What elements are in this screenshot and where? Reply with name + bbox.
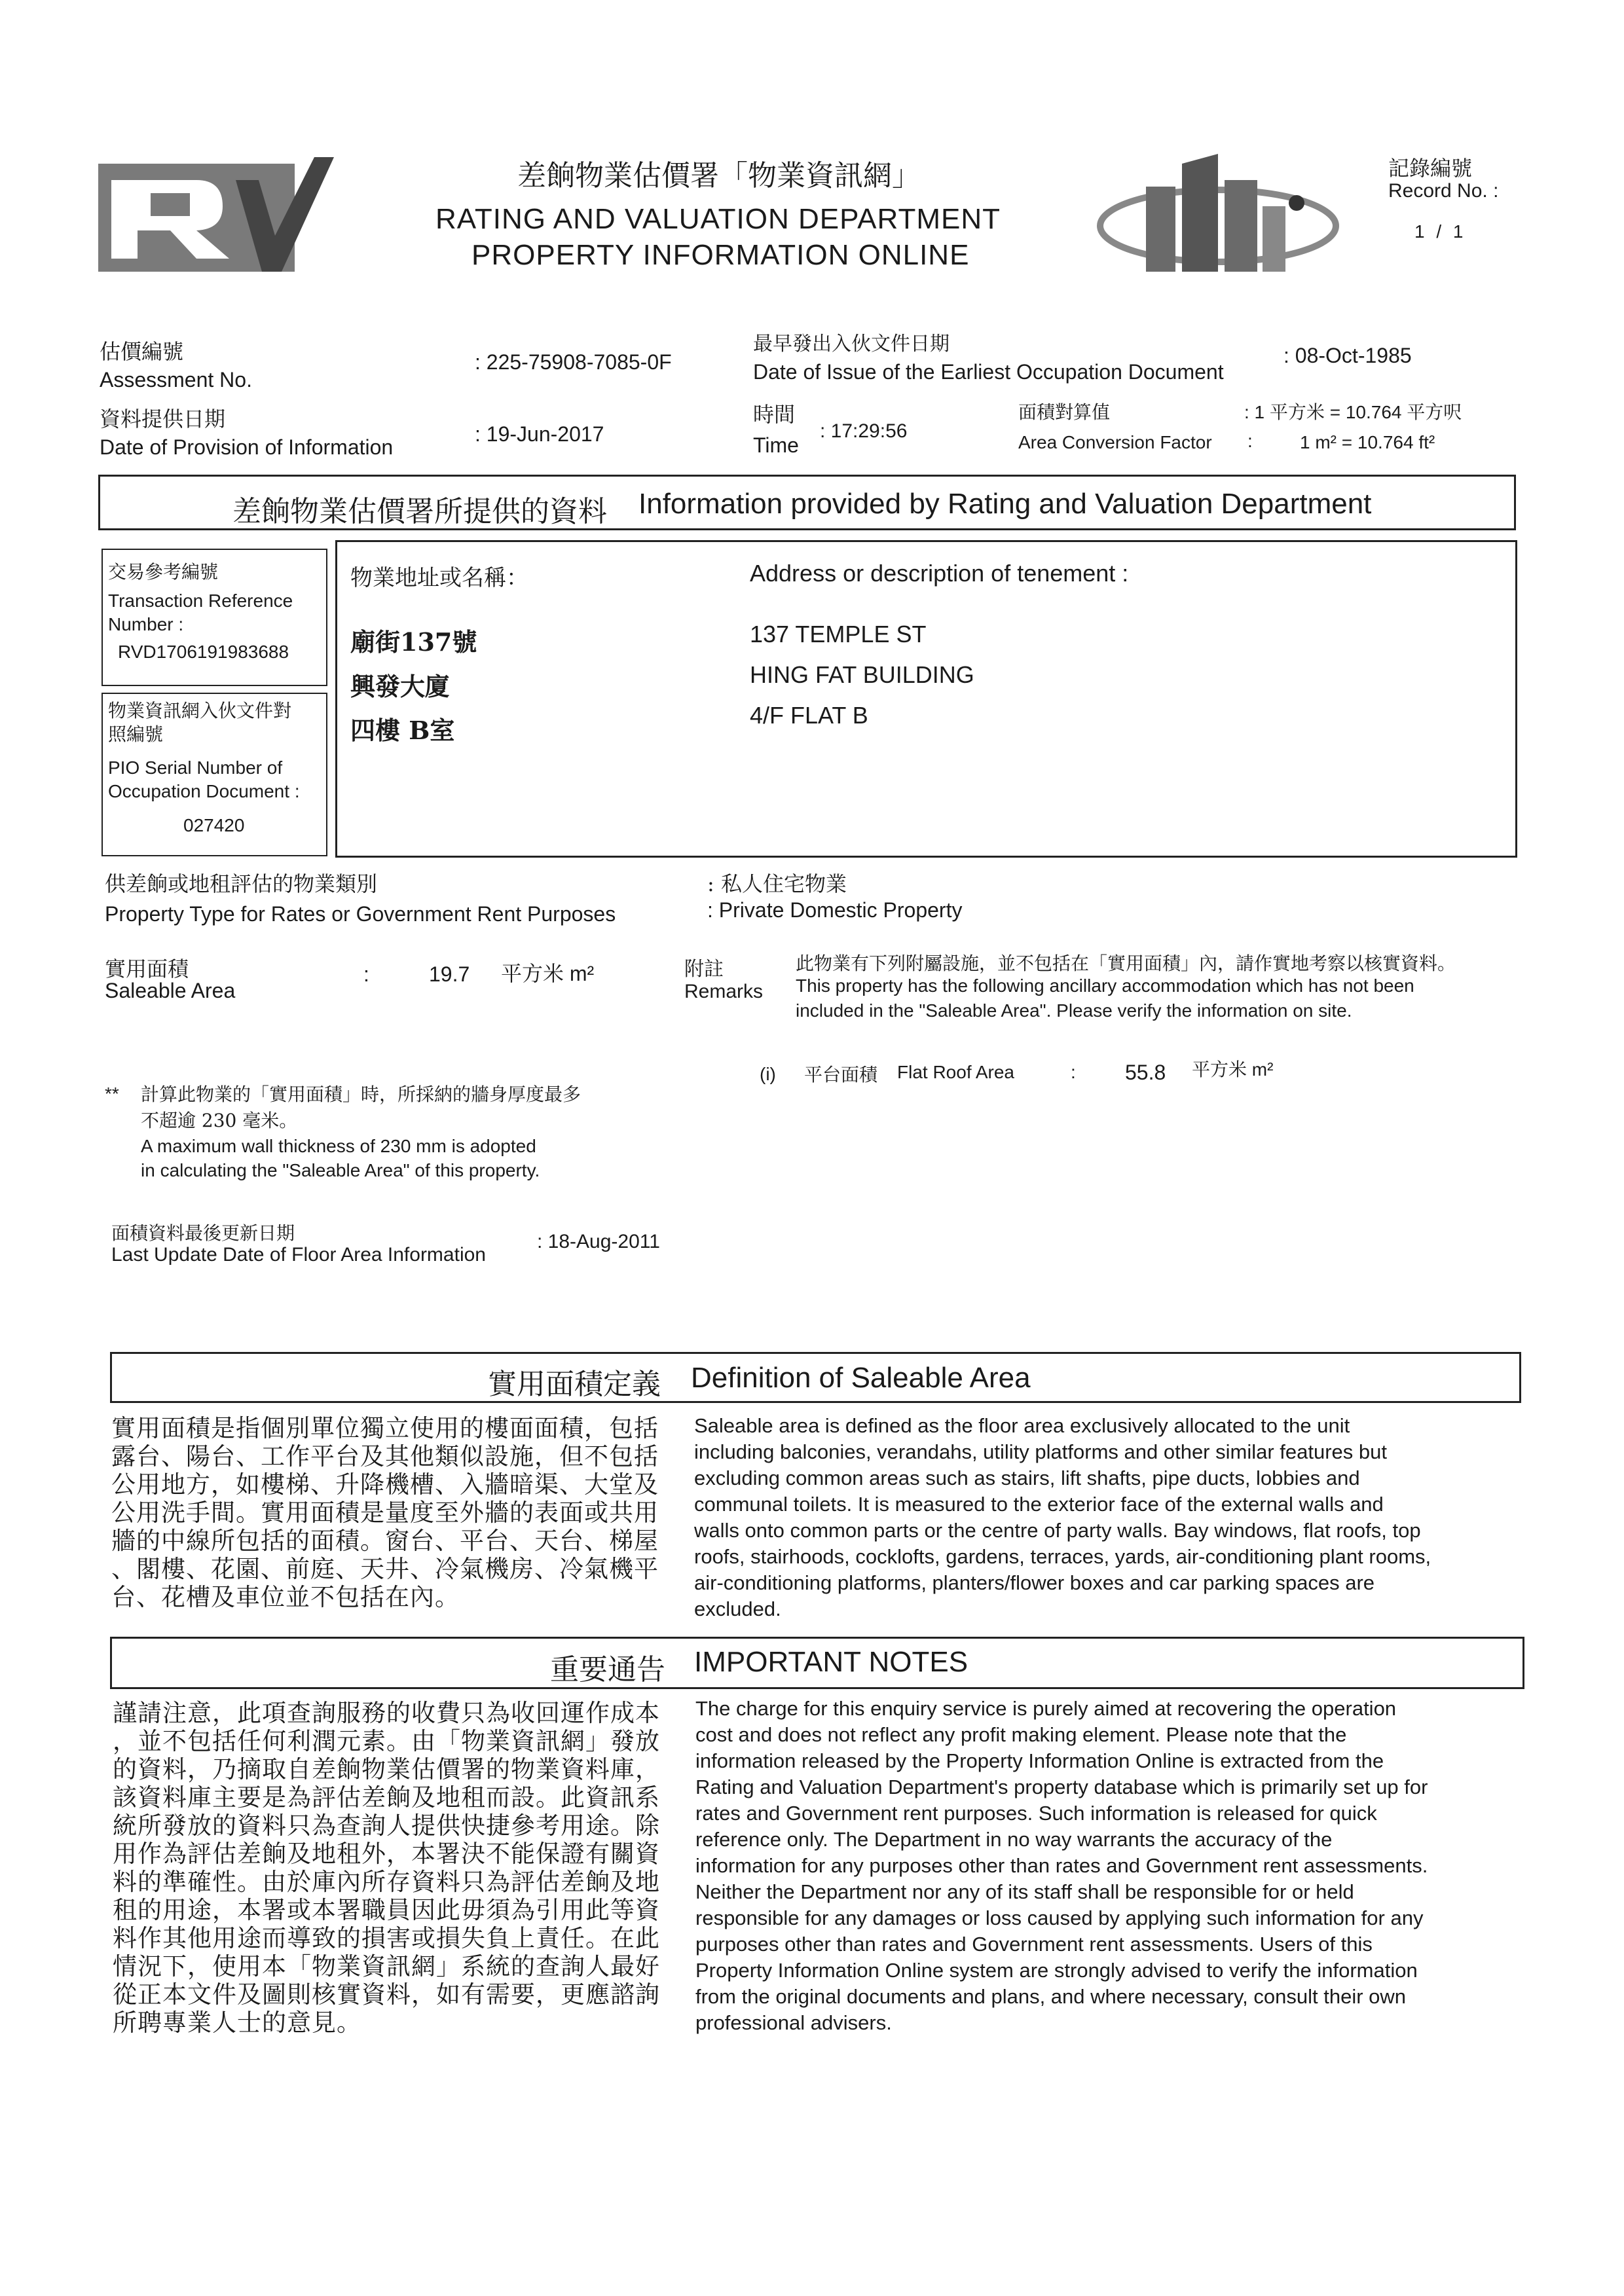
remarks-item-unit: 平方米 m² bbox=[1192, 1059, 1274, 1080]
notes-text-zh bbox=[113, 1699, 682, 2037]
notes-text-en bbox=[695, 1696, 1524, 2036]
address-en-line1: 137 TEMPLE ST bbox=[750, 621, 927, 647]
buildings-logo-icon bbox=[1094, 147, 1342, 278]
address-en-line2: HING FAT BUILDING bbox=[750, 661, 974, 688]
remarks-label-zh: 附註 bbox=[684, 958, 724, 981]
definition-en-line: communal toilets. It is measured to the exterior face of the external walls and bbox=[694, 1493, 1384, 1516]
remarks-text-en-2: included in the "Saleable Area". Please verify the information on site. bbox=[796, 1000, 1352, 1021]
occ-doc-label-zh: 最早發出入伙文件日期 bbox=[753, 333, 950, 355]
assessment-label-en: Assessment No. bbox=[100, 368, 252, 392]
saleable-label-zh: 實用面積 bbox=[105, 957, 189, 981]
notes-zh-line: 統所發放的資料只為查詢人提供快捷參考用途。除 bbox=[113, 1812, 660, 1840]
property-type-label-en: Property Type for Rates or Government Rent Purposes bbox=[105, 902, 616, 926]
definition-en-line: walls onto common parts or the centre of party walls. Bay windows, flat roofs, top bbox=[694, 1519, 1421, 1542]
notes-zh-line: ，並不包括任何利潤元素。由「物業資訊網」發放 bbox=[113, 1727, 660, 1755]
address-en-line3: 4/F FLAT B bbox=[750, 702, 868, 729]
pio-serial-label-en: PIO Serial Number of Occupation Document : bbox=[108, 757, 300, 801]
saleable-colon: : bbox=[363, 962, 369, 986]
dept-title-zh: 差餉物業估價署「物業資訊網」 bbox=[517, 159, 921, 192]
remarks-item-no: (i) bbox=[760, 1064, 776, 1084]
remarks-label-en: Remarks bbox=[684, 981, 764, 1002]
definition-zh-line: 、閣樓、花園、前庭、天井、冷氣機房、冷氣機平 bbox=[111, 1555, 659, 1583]
pio-serial-value: 027420 bbox=[183, 815, 245, 835]
notes-en-line: Neither the Department nor any of its staff shall be responsible for or held bbox=[695, 1880, 1354, 1903]
definition-en-line: Saleable area is defined as the floor area exclusively allocated to the unit bbox=[694, 1414, 1350, 1437]
notes-en-line: responsible for any damages or loss caused by applying such information for any bbox=[695, 1906, 1424, 1929]
notes-heading-zh: 重要通告 bbox=[550, 1653, 665, 1686]
wall-note-en-1: A maximum wall thickness of 230 mm is adopted bbox=[141, 1136, 536, 1156]
rv-logo-icon bbox=[98, 157, 334, 282]
provision-value: : 19-Jun-2017 bbox=[475, 422, 604, 446]
notes-en-line: information released by the Property Information Online is extracted from the bbox=[695, 1749, 1384, 1772]
address-label-en: Address or description of tenement : bbox=[750, 560, 1129, 587]
time-label-zh: 時間 bbox=[753, 402, 796, 427]
notes-en-line: professional advisers. bbox=[695, 2011, 892, 2034]
notes-en-line: rates and Government rent purposes. Such information is released for quick bbox=[695, 1802, 1377, 1825]
remarks-text-en-1: This property has the following ancillary accommodation which has not been bbox=[796, 975, 1414, 996]
notes-en-line: Property Information Online system are strongly advised to verify the information bbox=[695, 1959, 1418, 1982]
remarks-text-zh: 此物業有下列附屬設施，並不包括在「實用面積」內，請作實地考察以核實資料。 bbox=[796, 953, 1456, 974]
record-no-label-en: Record No. : bbox=[1388, 180, 1499, 202]
notes-en-line: purposes other than rates and Government rent assessments. Users of this bbox=[695, 1933, 1373, 1956]
saleable-value: 19.7 bbox=[429, 962, 470, 986]
occ-doc-value: : 08-Oct-1985 bbox=[1283, 344, 1412, 367]
definition-heading-zh: 實用面積定義 bbox=[488, 1368, 661, 1401]
definition-zh-line: 實用面積是指個別單位獨立使用的樓面面積，包括 bbox=[111, 1414, 659, 1442]
txn-ref-label-zh: 交易參考編號 bbox=[108, 561, 219, 583]
pio-serial-label-zh: 物業資訊網入伙文件對照編號 bbox=[108, 700, 292, 745]
txn-ref-value: RVD1706191983688 bbox=[118, 642, 289, 662]
notes-zh-line: 謹請注意，此項查詢服務的收費只為收回運作成本 bbox=[113, 1699, 660, 1727]
notes-en-line: reference only. The Department in no way warrants the accuracy of the bbox=[695, 1828, 1333, 1851]
buildings-logo bbox=[1094, 147, 1342, 278]
property-type-value-zh: : 私人住宅物業 bbox=[707, 871, 847, 896]
definition-en-line: excluded. bbox=[694, 1597, 781, 1620]
definition-zh-line: 公用地方，如樓梯、升降機槽、入牆暗渠、大堂及 bbox=[111, 1470, 659, 1499]
remarks-item-colon: : bbox=[1071, 1062, 1076, 1082]
definition-en-line: air-conditioning platforms, planters/flower boxes and car parking spaces are bbox=[694, 1571, 1375, 1594]
address-zh-line3: 四樓 B室 bbox=[350, 716, 455, 745]
assessment-label-zh: 估價編號 bbox=[100, 339, 184, 364]
property-type-label-zh: 供差餉或地租評估的物業類別 bbox=[105, 871, 378, 896]
time-label-en: Time bbox=[753, 433, 799, 457]
address-zh-line1: 廟街137號 bbox=[350, 627, 477, 657]
wall-note-zh-1: 計算此物業的「實用面積」時，所採納的牆身厚度最多 bbox=[141, 1084, 581, 1105]
conv-value-zh: : 1 平方米 = 10.764 平方呎 bbox=[1244, 402, 1462, 422]
provision-label-en: Date of Provision of Information bbox=[100, 435, 394, 459]
info-heading-en: Information provided by Rating and Valuation Department bbox=[638, 488, 1372, 520]
remarks-item-en: Flat Roof Area bbox=[897, 1062, 1014, 1082]
record-no-value: 1 / 1 bbox=[1414, 221, 1464, 242]
definition-zh-line: 牆的中線所包括的面積。窗台、平台、天台、梯屋 bbox=[111, 1527, 659, 1555]
txn-ref-label-en: Transaction Reference Number : bbox=[108, 591, 293, 634]
notes-en-line: information for any purposes other than rates and Government rent assessments. bbox=[695, 1854, 1428, 1877]
notes-zh-line: 的資料，乃摘取自差餉物業估價署的物業資料庫， bbox=[113, 1755, 660, 1783]
notes-zh-line: 該資料庫主要是為評估差餉及地租而設。此資訊系 bbox=[113, 1783, 660, 1812]
conv-colon: : bbox=[1247, 431, 1253, 451]
rv-logo bbox=[98, 157, 334, 282]
notes-zh-line: 情況下，使用本「物業資訊網」系統的查詢人最好 bbox=[113, 1952, 660, 1980]
wall-note-stars: ** bbox=[105, 1084, 119, 1104]
definition-zh-line: 露台、陽台、工作平台及其他類似設施，但不包括 bbox=[111, 1442, 659, 1470]
saleable-unit: 平方米 m² bbox=[501, 962, 595, 985]
occ-doc-label-en: Date of Issue of the Earliest Occupation Document bbox=[753, 360, 1224, 384]
notes-zh-line: 用作為評估差餉及地租外，本署決不能保證有關資 bbox=[113, 1840, 660, 1868]
notes-en-line: from the original documents and plans, and where necessary, consult their own bbox=[695, 1985, 1407, 2008]
conv-label-zh: 面積對算值 bbox=[1018, 401, 1111, 423]
definition-en-line: excluding common areas such as stairs, lift shafts, pipe ducts, lobbies and bbox=[694, 1467, 1360, 1489]
dept-title-en: RATING AND VALUATION DEPARTMENT bbox=[435, 203, 1001, 235]
last-update-value: : 18-Aug-2011 bbox=[537, 1231, 660, 1252]
definition-zh-line: 公用洗手間。實用面積是量度至外牆的表面或共用 bbox=[111, 1499, 659, 1527]
notes-zh-line: 料的準確性。由於庫內所存資料只為評估差餉及地 bbox=[113, 1868, 660, 1896]
provision-label-zh: 資料提供日期 bbox=[100, 407, 226, 431]
address-zh-line2: 興發大廈 bbox=[350, 672, 451, 701]
wall-note-zh-2: 不超逾 230 毫米。 bbox=[141, 1110, 298, 1131]
notes-zh-line: 料作其他用途而導致的損害或損失負上責任。在此 bbox=[113, 1924, 660, 1952]
definition-zh-line: 台、花槽及車位並不包括在內。 bbox=[111, 1583, 460, 1611]
time-value: : 17:29:56 bbox=[820, 420, 908, 442]
wall-note-en-2: in calculating the "Saleable Area" of this property. bbox=[141, 1160, 540, 1180]
notes-heading-en: IMPORTANT NOTES bbox=[694, 1646, 969, 1678]
definition-heading-en: Definition of Saleable Area bbox=[691, 1362, 1031, 1394]
remarks-item-zh: 平台面積 bbox=[804, 1064, 878, 1085]
property-type-value-en: : Private Domestic Property bbox=[707, 898, 963, 922]
definition-text-en bbox=[694, 1413, 1522, 1622]
conv-label-en: Area Conversion Factor bbox=[1018, 432, 1212, 452]
assessment-value: : 225-75908-7085-0F bbox=[475, 350, 672, 374]
saleable-label-en: Saleable Area bbox=[105, 979, 236, 1002]
address-label-zh: 物業地址或名稱： bbox=[350, 565, 528, 591]
last-update-label-zh: 面積資料最後更新日期 bbox=[111, 1222, 295, 1244]
info-heading-zh: 差餉物業估價署所提供的資料 bbox=[232, 495, 607, 528]
notes-zh-line: 租的用途，本署或本署職員因此毋須為引用此等資 bbox=[113, 1896, 660, 1924]
definition-en-line: including balconies, verandahs, utility platforms and other similar features but bbox=[694, 1440, 1387, 1463]
dept-subtitle-en: PROPERTY INFORMATION ONLINE bbox=[471, 239, 970, 271]
remarks-item-value: 55.8 bbox=[1125, 1061, 1166, 1084]
conv-value-en: 1 m² = 10.764 ft² bbox=[1300, 432, 1435, 452]
record-no-label-zh: 記錄編號 bbox=[1388, 156, 1473, 181]
notes-zh-line: 所聘專業人士的意見。 bbox=[113, 2009, 361, 2037]
definition-en-line: roofs, stairhoods, cocklofts, gardens, terraces, yards, air-conditioning plant rooms, bbox=[694, 1545, 1431, 1568]
notes-en-line: cost and does not reflect any profit making element. Please note that the bbox=[695, 1723, 1347, 1746]
definition-text-zh bbox=[111, 1414, 681, 1611]
notes-zh-line: 從正本文件及圖則核實資料，如有需要，更應諮詢 bbox=[113, 1980, 660, 2009]
last-update-label-en: Last Update Date of Floor Area Information bbox=[111, 1244, 486, 1266]
notes-en-line: Rating and Valuation Department's property database which is primarily set up for bbox=[695, 1776, 1428, 1798]
notes-en-line: The charge for this enquiry service is purely aimed at recovering the operation bbox=[695, 1697, 1397, 1720]
